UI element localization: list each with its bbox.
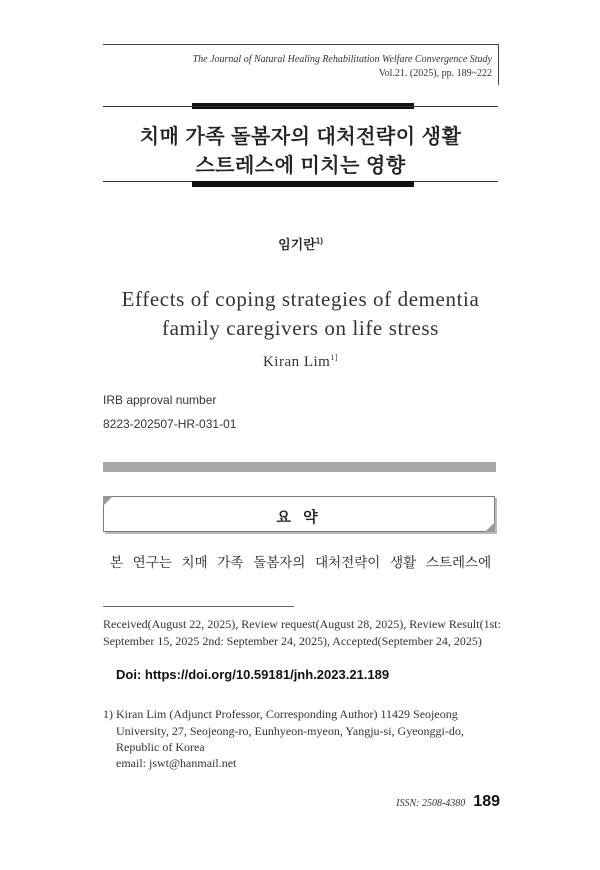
english-author — [103, 354, 498, 371]
irb-label: IRB approval number — [103, 393, 217, 407]
irb-number: 8223-202507-HR-031-01 — [103, 417, 237, 431]
korean-title-line2: 스트레스에 미치는 영향 — [195, 155, 406, 177]
issn: ISSN: 2508-4380 — [396, 798, 466, 809]
box-corner-top-left — [103, 496, 113, 506]
author-footnote-line1: 1) Kiran Lim (Adjunct Professor, Corresponding Author) 11429 Seojeong — [103, 707, 458, 721]
received-line1: Received(August 22, 2025), Review request(August 28, 2025), Review Result(1st: — [103, 617, 501, 631]
english-author-name: Kiran Lim — [262, 354, 331, 370]
korean-title-line1: 치매 가족 돌봄자의 대처전략이 생활 — [139, 126, 462, 148]
journal-title: The Journal of Natural Healing Rehabilitation Welfare Convergence Study — [192, 54, 492, 65]
english-title-line1: Effects of coping strategies of dementia — [121, 287, 480, 311]
title-bottom-bar — [192, 181, 414, 187]
section-divider-bar — [103, 462, 496, 472]
korean-author-footnote-mark: 1) — [315, 236, 323, 246]
abstract-heading-box — [103, 496, 495, 532]
page-number: 189 — [473, 793, 500, 810]
korean-author-name: 임기란 — [278, 237, 316, 252]
page-footer — [396, 793, 500, 811]
author-footnote-line2: University, 27, Seojeong-ro, Eunhyeon-myeon, Yangju-si, Gyeonggi-do, — [116, 724, 464, 738]
title-top-rule — [103, 106, 498, 107]
author-email[interactable]: email: jswt@hanmail.net — [116, 756, 237, 770]
abstract-text: 본 연구는 치매 가족 돌봄자의 대처전략이 생활 스트레스에 — [109, 555, 492, 570]
english-title-line2: family caregivers on life stress — [162, 316, 439, 340]
footnote-rule — [103, 606, 294, 607]
abstract-heading: 요 약 — [276, 509, 322, 526]
doi-link[interactable]: Doi: https://doi.org/10.59181/jnh.2023.21.189 — [116, 667, 390, 682]
english-author-footnote-mark: 1] — [330, 353, 339, 362]
journal-header — [103, 44, 499, 85]
korean-author — [103, 234, 498, 253]
received-line2: September 15, 2025 2nd: September 24, 2025), Accepted(September 24, 2025) — [103, 634, 482, 648]
author-footnote-line3: Republic of Korea — [116, 740, 205, 754]
journal-volume: Vol.21. (2025), pp. 189~222 — [378, 68, 492, 79]
